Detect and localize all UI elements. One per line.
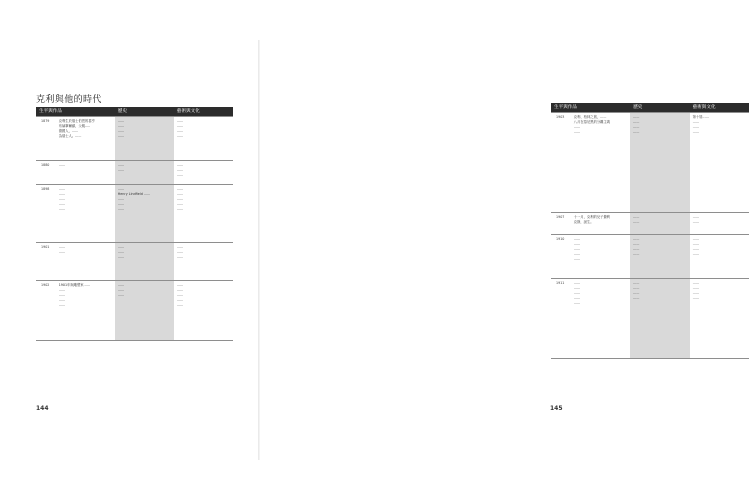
table-header <box>36 107 233 117</box>
row-life <box>571 113 630 213</box>
row-history <box>115 281 174 341</box>
row-history <box>630 213 689 235</box>
timeline-row <box>36 161 233 185</box>
cell-text-line: ...... <box>692 296 699 300</box>
row-art <box>690 279 749 359</box>
row-year: 1901 <box>36 243 56 281</box>
cell-text-line: ...... <box>117 288 125 292</box>
cell-text-line: ...... <box>573 130 581 134</box>
timeline-row <box>36 243 233 281</box>
cell-text-line: 八月在慕尼黑的分離主義 <box>573 120 611 124</box>
cell-text-line: ...... <box>176 129 184 133</box>
row-life <box>56 281 115 341</box>
cell-text-line: ...... <box>117 197 125 201</box>
cell-text-line: ...... <box>633 296 640 300</box>
cell-text-line: ...... <box>573 257 581 261</box>
left-page <box>0 0 260 500</box>
cell-text-line: ...... <box>573 296 581 300</box>
cell-text-line: ...... <box>176 303 184 307</box>
cell-text-line: ...... <box>633 130 640 134</box>
cell-text-line: 克利、柏林之旅，...... <box>573 115 607 119</box>
cell-text-line: ...... <box>117 187 125 191</box>
cell-text-line: ...... <box>573 125 581 129</box>
row-year: 1880 <box>36 161 56 185</box>
cell-text-line: ...... <box>176 293 184 297</box>
page-number: 145 <box>550 405 563 412</box>
row-life <box>56 117 115 161</box>
cell-text-line: ...... <box>58 207 65 211</box>
row-life <box>56 161 115 185</box>
timeline-row <box>36 281 233 341</box>
cell-text-line: ...... <box>176 124 184 128</box>
cell-text-line: ...... <box>692 125 699 129</box>
cell-text-line: ...... <box>633 281 640 285</box>
timeline-row <box>36 185 233 243</box>
row-art <box>174 281 233 341</box>
cell-text-line: ...... <box>692 252 699 256</box>
row-history <box>115 243 174 281</box>
cell-text-line: ...... <box>176 255 184 259</box>
cell-text-line: ...... <box>692 281 699 285</box>
cell-text-line: ...... <box>633 115 640 119</box>
cell-text-line: ...... <box>58 197 65 201</box>
cell-text-line: ...... <box>117 134 125 138</box>
cell-text-line: ...... <box>692 220 699 224</box>
cell-text-line: ...... <box>176 298 184 302</box>
cell-text-line: ...... <box>117 124 125 128</box>
cell-text-line: ...... <box>117 207 125 211</box>
row-year: 1907 <box>551 213 571 235</box>
row-art <box>690 235 749 279</box>
cell-text-line: ...... <box>573 301 581 305</box>
cell-text-line: ...... <box>117 293 125 297</box>
cell-text-line: ...... <box>692 120 699 124</box>
cell-text-line: 為瑞士人。...... <box>58 134 82 138</box>
cell-text-line: ...... <box>117 255 125 259</box>
row-year: 1911 <box>551 279 571 359</box>
timeline-row <box>551 113 749 213</box>
cell-text-line: ...... <box>692 242 699 246</box>
cell-text-line: 德國人，...... <box>58 129 79 133</box>
page-number: 144 <box>36 405 49 412</box>
cell-text-line: ...... <box>58 250 65 254</box>
timeline-table-left <box>36 107 233 341</box>
cell-text-line: ...... <box>176 192 184 196</box>
cell-text-line: 布赫賽爾鎮，父親..... <box>58 124 91 128</box>
cell-text-line: ...... <box>692 291 699 295</box>
row-year: 1898 <box>36 185 56 243</box>
cell-text-line: ...... <box>117 250 125 254</box>
cell-text-line: ...... <box>573 286 581 290</box>
cell-text-line: ...... <box>633 120 640 124</box>
cell-text-line: ...... <box>633 220 640 224</box>
cell-text-line: ...... <box>176 288 184 292</box>
row-history <box>630 113 689 213</box>
row-history <box>630 235 689 279</box>
column-header-history: 歷史 <box>115 107 174 117</box>
row-year: 1910 <box>551 235 571 279</box>
table-header <box>551 103 749 113</box>
cell-text-line: ...... <box>58 288 65 292</box>
cell-text-line: ...... <box>117 245 125 249</box>
cell-text-line: ...... <box>692 215 699 219</box>
cell-text-line: Henry Lindfield ...... <box>117 192 151 196</box>
cell-text-line: 克利生於瑞士伯恩的慕亨 <box>58 119 95 123</box>
cell-text-line: ...... <box>573 252 581 256</box>
row-life <box>571 279 630 359</box>
cell-text-line: ...... <box>633 252 640 256</box>
timeline-table-right <box>551 103 749 359</box>
cell-text-line: ...... <box>633 215 640 219</box>
cell-text-line: ...... <box>633 291 640 295</box>
cell-text-line: ...... <box>176 163 184 167</box>
timeline-row <box>36 117 233 161</box>
row-history <box>630 279 689 359</box>
timeline-body <box>36 117 233 341</box>
cell-text-line: ...... <box>176 173 184 177</box>
column-header-life: 生平與作品 <box>551 103 630 113</box>
row-art <box>174 243 233 281</box>
timeline-row <box>551 213 749 235</box>
cell-text-line: ...... <box>176 134 184 138</box>
timeline-row <box>551 235 749 279</box>
page-heading: 克利與他的時代 <box>36 95 102 105</box>
cell-text-line: ...... <box>176 250 184 254</box>
timeline-row <box>551 279 749 359</box>
cell-text-line: ...... <box>176 119 184 123</box>
cell-text-line: ...... <box>117 129 125 133</box>
cell-text-line: 1901年與雕塑家...... <box>58 283 90 287</box>
cell-text-line: ...... <box>573 247 581 251</box>
cell-text-line: ...... <box>58 303 65 307</box>
cell-text-line: ...... <box>117 163 125 167</box>
row-life <box>56 185 115 243</box>
cell-text-line: ...... <box>176 245 184 249</box>
cell-text-line: ...... <box>117 283 125 287</box>
cell-text-line: ...... <box>176 207 184 211</box>
right-page <box>260 0 716 500</box>
row-history <box>115 161 174 185</box>
cell-text-line: ...... <box>117 168 125 172</box>
cell-text-line: ...... <box>117 202 125 206</box>
row-art <box>690 113 749 213</box>
cell-text-line: ...... <box>573 281 581 285</box>
column-header-life: 生平與作品 <box>36 107 115 117</box>
cell-text-line: 克斯，誕生。 <box>573 220 594 224</box>
row-art <box>174 185 233 243</box>
cell-text-line: ...... <box>573 291 581 295</box>
cell-text-line: 第十屆...... <box>692 115 709 119</box>
row-year: 1903 <box>551 113 571 213</box>
row-art <box>690 213 749 235</box>
cell-text-line: ...... <box>176 283 184 287</box>
cell-text-line: ...... <box>573 237 581 241</box>
cell-text-line: ...... <box>633 247 640 251</box>
row-art <box>174 161 233 185</box>
cell-text-line: ...... <box>692 237 699 241</box>
row-year: 1902 <box>36 281 56 341</box>
cell-text-line: ...... <box>176 168 184 172</box>
cell-text-line: ...... <box>58 202 65 206</box>
cell-text-line: ...... <box>58 187 65 191</box>
cell-text-line: ...... <box>176 187 184 191</box>
cell-text-line: ...... <box>633 242 640 246</box>
row-life <box>571 235 630 279</box>
row-life <box>571 213 630 235</box>
cell-text-line: ...... <box>58 245 65 249</box>
cell-text-line: ...... <box>633 125 640 129</box>
row-life <box>56 243 115 281</box>
cell-text-line: ...... <box>117 119 125 123</box>
cell-text-line: ...... <box>176 202 184 206</box>
row-year: 1879 <box>36 117 56 161</box>
cell-text-line: ...... <box>58 298 65 302</box>
cell-text-line: ...... <box>692 286 699 290</box>
timeline-body <box>551 113 749 359</box>
cell-text-line: ...... <box>573 242 581 246</box>
cell-text-line: ...... <box>692 130 699 134</box>
cell-text-line: ...... <box>176 197 184 201</box>
column-header-art: 藝術與文化 <box>174 107 233 117</box>
column-header-history: 歷史 <box>630 103 689 113</box>
cell-text-line: ...... <box>58 163 65 167</box>
cell-text-line: ...... <box>58 192 65 196</box>
row-art <box>174 117 233 161</box>
cell-text-line: ...... <box>633 286 640 290</box>
row-history <box>115 117 174 161</box>
column-header-art: 藝術與文化 <box>690 103 749 113</box>
row-history <box>115 185 174 243</box>
cell-text-line: ...... <box>58 293 65 297</box>
cell-text-line: 十一月，克利的兒子費利 <box>573 215 611 219</box>
cell-text-line: ...... <box>692 247 699 251</box>
cell-text-line: ...... <box>633 237 640 241</box>
